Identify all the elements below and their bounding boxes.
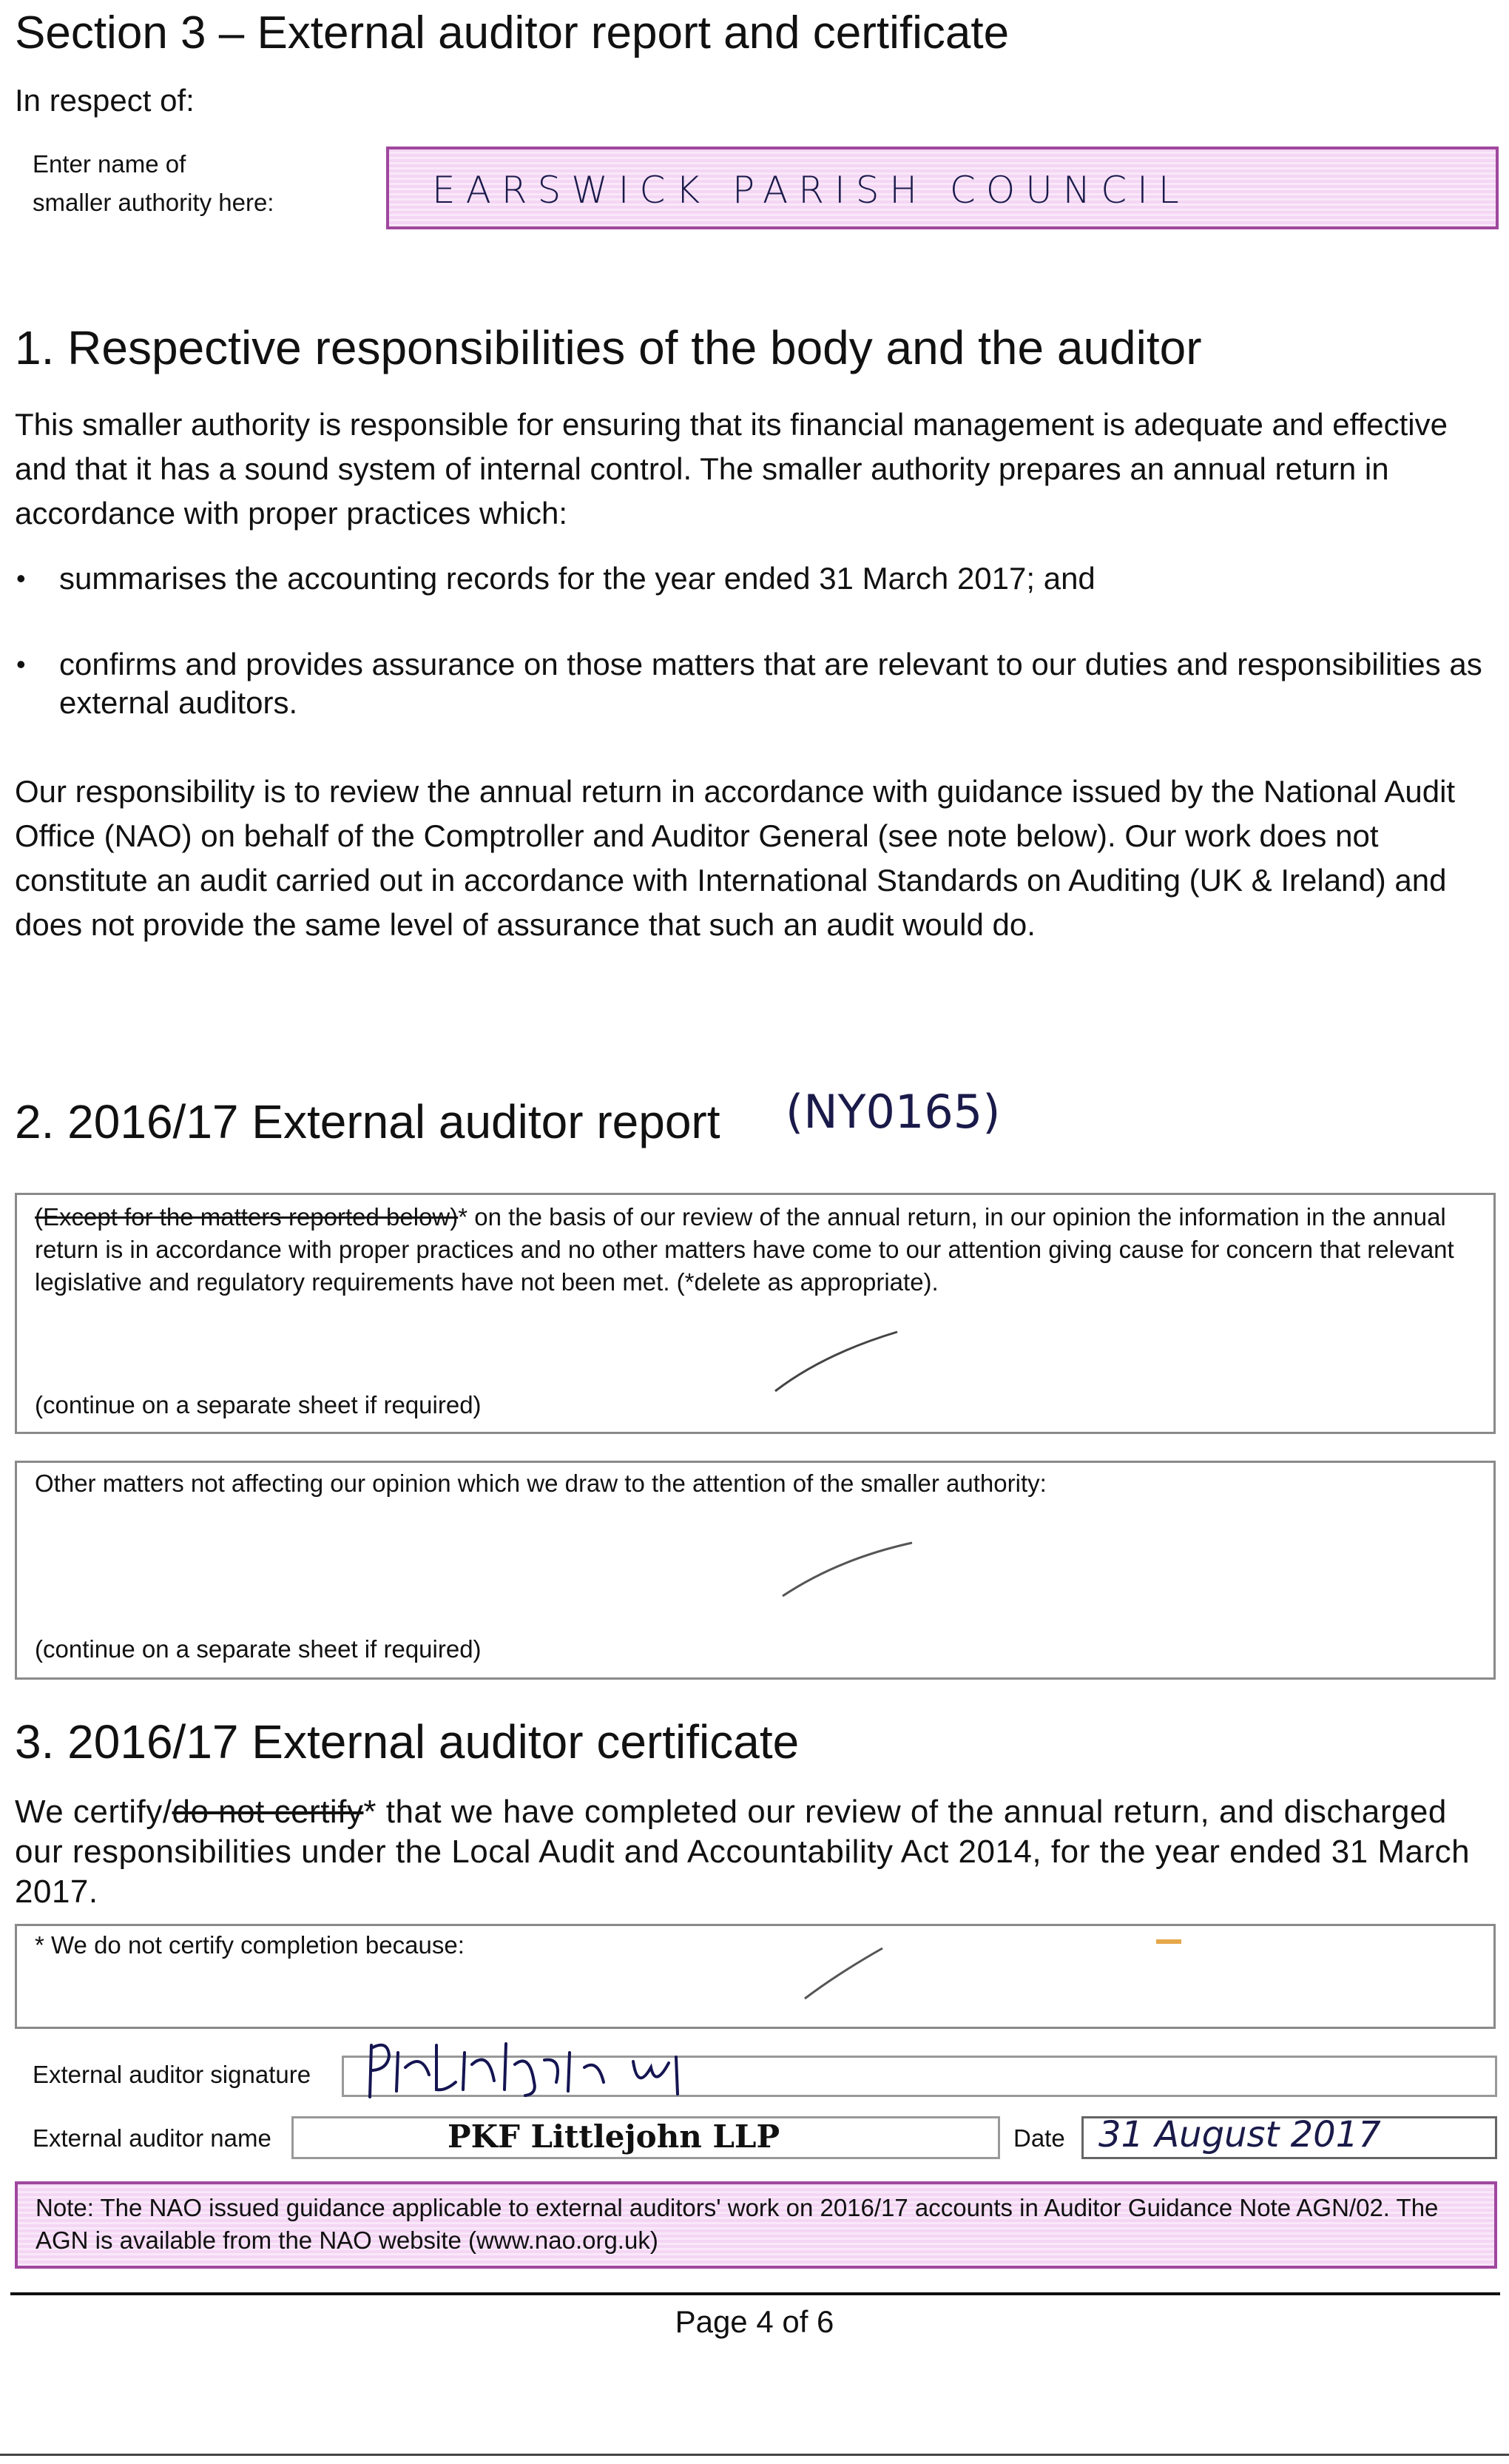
authority-name-field[interactable] (386, 147, 1499, 229)
certificate-struck-text: do not certify (172, 1794, 364, 1830)
auditor-name-label: External auditor name (33, 2124, 271, 2152)
authority-label-line2: smaller authority here: (33, 189, 274, 216)
date-field[interactable] (1081, 2116, 1497, 2159)
pen-stroke-mark (801, 1944, 890, 2003)
certificate-text-pre: We certify/ (15, 1794, 172, 1830)
bullet-icon: • (16, 649, 26, 679)
opinion-text (35, 1201, 1474, 1299)
date-label: Date (1013, 2124, 1065, 2152)
signature-label: External auditor signature (33, 2061, 311, 2088)
opinion-struck-text: (Except for the matters reported below) (35, 1203, 459, 1231)
other-matters-box[interactable] (15, 1461, 1496, 1680)
auditor-name-value: PKF Littlejohn LLP (448, 2118, 780, 2155)
handwritten-signature (362, 2023, 703, 2104)
bullet-icon: • (16, 563, 26, 593)
other-matters-label: Other matters not affecting our opinion which we draw to the attention of the smaller authority: (35, 1470, 1047, 1497)
footer-divider (10, 2292, 1500, 2295)
bullet-text: summarises the accounting records for the year ended 31 March 2017; and (59, 561, 1096, 596)
report-heading: 2. 2016/17 External auditor report (15, 1095, 720, 1148)
nao-note (15, 2181, 1497, 2269)
ink-mark (1156, 1939, 1181, 1944)
page-bottom-edge (0, 2454, 1509, 2456)
auditor-name-field[interactable] (291, 2116, 1000, 2159)
responsibilities-heading: 1. Respective responsibilities of the body and the auditor (15, 321, 1202, 374)
section-title: Section 3 – External auditor report and certificate (15, 7, 1010, 58)
in-respect-of-label: In respect of: (15, 83, 195, 118)
bullet-list (15, 556, 1487, 722)
certificate-text (15, 1792, 1487, 1912)
opinion-body-text: * on the basis of our review of the annual return, in our opinion the information in the annual return is in accordance with proper practices and no other matters have come to our attention giving cause for concern that relevant legislative and regulatory requirements have not been met. (*delete as appropriate). (35, 1203, 1454, 1296)
opinion-box[interactable] (15, 1193, 1496, 1434)
not-certify-box[interactable] (15, 1924, 1496, 2029)
not-certify-label: * We do not certify completion because: (35, 1931, 465, 1959)
page-number: Page 4 of 6 (675, 2304, 834, 2339)
report-ref-handwritten: (NY0165) (786, 1085, 1001, 1139)
nao-note-text: Note: The NAO issued guidance applicable to external auditors' work on 2016/17 accounts in Auditor Guidance Note AGN/02. The AGN is available from the NAO website (www.nao.org.uk) (36, 2194, 1439, 2254)
date-value: 31 August 2017 (1098, 2114, 1381, 2155)
list-item (15, 556, 1487, 601)
authority-label (33, 148, 274, 219)
bullet-text: confirms and provides assurance on those matters that are relevant to our duties and responsibilities as external auditors. (59, 647, 1482, 720)
continue-note-2: (continue on a separate sheet if required) (35, 1635, 482, 1663)
pen-stroke-mark (772, 1328, 905, 1395)
responsibilities-para1: This smaller authority is responsible for ensuring that its financial management is adequate and effective and that it has a sound system of internal control. The smaller authority prepares an annual return in accordance with proper practices which: (15, 407, 1448, 531)
certificate-heading: 3. 2016/17 External auditor certificate (15, 1715, 800, 1768)
responsibilities-para2: Our responsibility is to review the annual return in accordance with guidance issued by the National Audit Office (NAO) on behalf of the Comptroller and Auditor General (see note below). Our work does not constitute an audit carried out in accordance with International Standards on Auditing (UK & Ireland) and does not provide the same level of assurance that such an audit would do. (15, 774, 1456, 942)
authority-label-line1: Enter name of (33, 150, 186, 178)
continue-note: (continue on a separate sheet if required) (35, 1391, 482, 1418)
list-item (15, 645, 1487, 722)
authority-name-value: EARSWICK PARISH COUNCIL (432, 169, 1189, 212)
certificate-text-post: * that we have completed our review of the annual return, and discharged our responsibilities under the Local Audit and Accountability Act 2014, for the year ended 31 March 2017. (15, 1794, 1471, 1910)
pen-stroke-mark (779, 1537, 919, 1603)
